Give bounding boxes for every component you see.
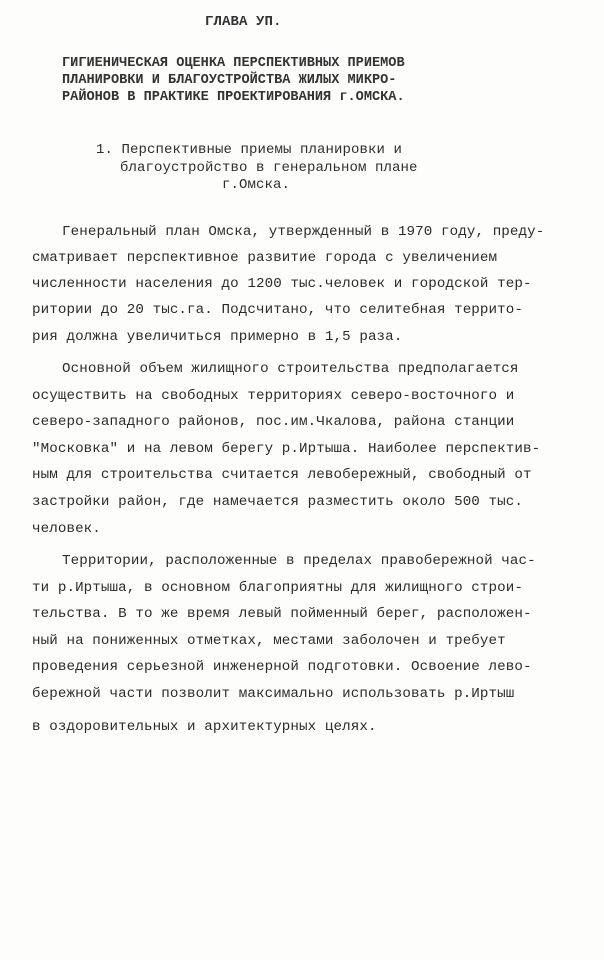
paragraph-line: в оздоровительных и архитектурных целях.	[32, 719, 377, 735]
section-heading-line: 1. Перспективные приемы планировки и	[96, 142, 403, 158]
paragraph-line: ный на пониженных отметках, местами заболочен и требует	[32, 633, 506, 649]
paragraph-line: человек.	[32, 521, 101, 537]
paragraph-line: Основной объем жилищного строительства предполагается	[62, 361, 519, 377]
chapter-heading-line: ГИГИЕНИЧЕСКАЯ ОЦЕНКА ПЕРСПЕКТИВНЫХ ПРИЕМОВ	[62, 56, 405, 71]
chapter-heading-line: РАЙОНОВ В ПРАКТИКЕ ПРОЕКТИРОВАНИЯ г.ОМСКА.	[62, 90, 405, 105]
section-heading-line: г.Омска.	[222, 177, 291, 193]
paragraph-line: бережной части позволит максимально использовать р.Иртыш	[32, 686, 515, 702]
chapter-heading-line: ПЛАНИРОВКИ И БЛАГОУСТРОЙСТВА ЖИЛЫХ МИКРО-	[62, 73, 397, 88]
paragraph-line: ным для строительства считается левобережный, свободный от	[32, 467, 532, 483]
section-heading-line: благоустройство в генеральном плане	[120, 160, 418, 176]
paragraph-line: ритории до 20 тыс.га. Подсчитано, что селитебная террито-	[32, 302, 523, 318]
paragraph-line: "Московка" и на левом берегу р.Иртыша. Наиболее перспектив-	[32, 441, 541, 457]
paragraph-line: сматривает перспективное развитие города с увеличением	[32, 250, 498, 266]
paragraph-line: северо-западного районов, пос.им.Чкалова, района станции	[32, 414, 515, 430]
paragraph-line: ти р.Иртыша, в основном благоприятны для жилищного строи-	[32, 580, 523, 596]
paragraph-line: численности населения до 1200 тыс.человек и городской тер-	[32, 276, 532, 292]
paragraph-line: рия должна увеличиться примерно в 1,5 раза.	[32, 329, 403, 345]
paragraph-line: застройки район, где намечается разместить около 500 тыс.	[32, 494, 523, 510]
paragraph-line: Генеральный план Омска, утвержденный в 1970 году, преду-	[62, 224, 545, 240]
paragraph-line: Территории, расположенные в пределах правобережной час-	[62, 553, 536, 569]
chapter-title: ГЛАВА УП.	[205, 14, 282, 30]
paragraph-line: проведения серьезной инженерной подготовки. Освоение лево-	[32, 659, 532, 675]
paragraph-line: тельства. В то же время левый пойменный берег, расположен-	[32, 606, 532, 622]
paragraph-line: осуществить на свободных территориях северо-восточного и	[32, 388, 515, 404]
